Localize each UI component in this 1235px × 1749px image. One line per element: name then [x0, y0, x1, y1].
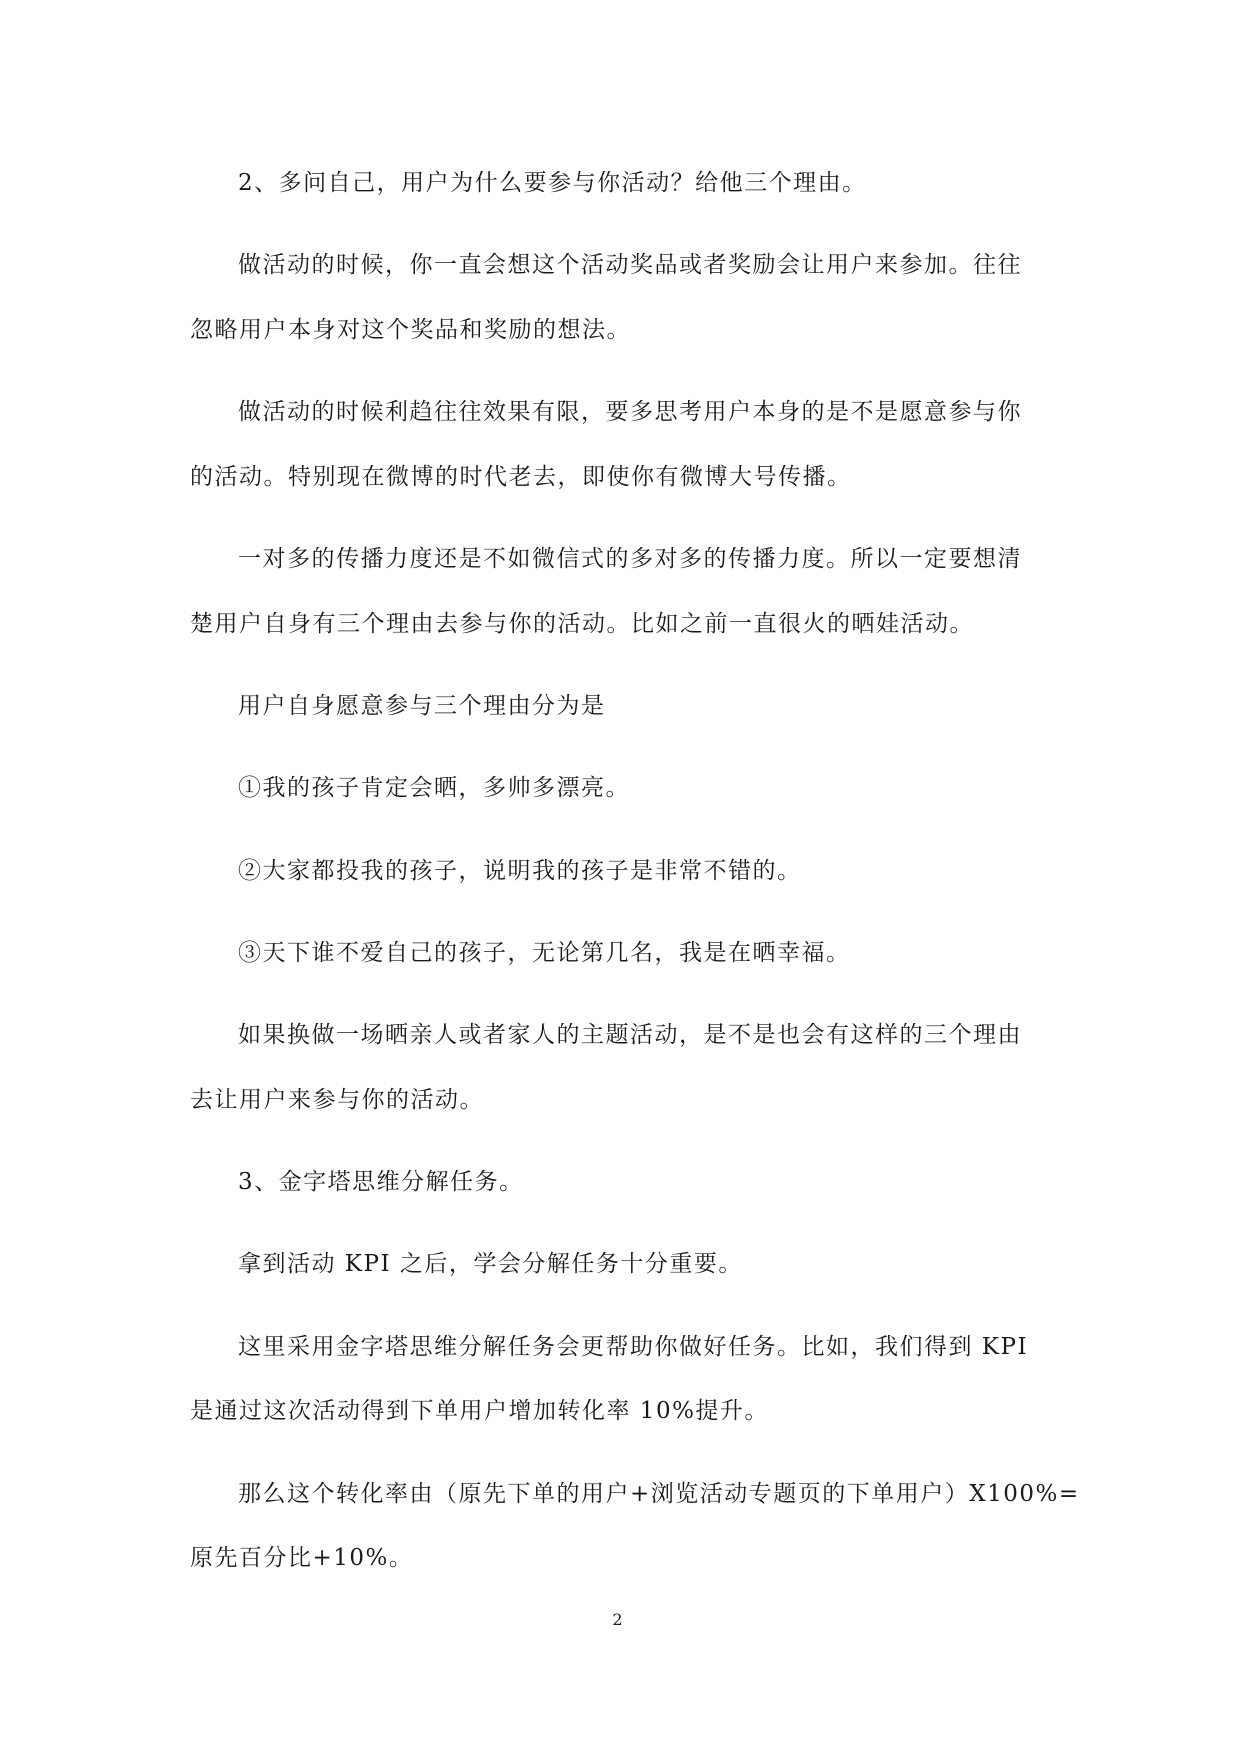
paragraph-line: 用户自身愿意参与三个理由分为是 [238, 693, 606, 719]
heading-reason: 2、多问自己，用户为什么要参与你活动？给他三个理由。 [238, 170, 867, 196]
paragraph-line: 原先百分比+10%。 [190, 1545, 414, 1571]
list-item: ③天下谁不爱自己的孩子，无论第几名，我是在晒幸福。 [238, 940, 851, 966]
heading-pyramid: 3、金字塔思维分解任务。 [238, 1169, 524, 1195]
paragraph-line: 拿到活动 KPI 之后，学会分解任务十分重要。 [238, 1251, 743, 1277]
paragraph-line: 这里采用金字塔思维分解任务会更帮助你做好任务。比如，我们得到 KPI [238, 1334, 1029, 1360]
paragraph-line: 是通过这次活动得到下单用户增加转化率 10%提升。 [190, 1398, 769, 1424]
paragraph-line: 的活动。特别现在微博的时代老去，即使你有微博大号传播。 [190, 464, 852, 490]
paragraph-line: 忽略用户本身对这个奖品和奖励的想法。 [190, 317, 631, 343]
page-number: 2 [612, 1610, 623, 1629]
paragraph-line: 做活动的时候利趋往往效果有限，要多思考用户本身的是不是愿意参与你 [238, 399, 1022, 425]
paragraph-line: 做活动的时候，你一直会想这个活动奖品或者奖励会让用户来参加。往往 [238, 252, 1022, 278]
paragraph-line: 那么这个转化率由（原先下单的用户+浏览活动专题页的下单用户）X100%= [238, 1481, 1080, 1507]
list-item: ①我的孩子肯定会晒，多帅多漂亮。 [238, 775, 630, 801]
list-item: ②大家都投我的孩子，说明我的孩子是非常不错的。 [238, 858, 802, 884]
paragraph-line: 楚用户自身有三个理由去参与你的活动。比如之前一直很火的晒娃活动。 [190, 611, 974, 637]
paragraph-line: 一对多的传播力度还是不如微信式的多对多的传播力度。所以一定要想清 [238, 546, 1022, 572]
paragraph-line: 如果换做一场晒亲人或者家人的主题活动，是不是也会有这样的三个理由 [238, 1022, 1022, 1048]
paragraph-line: 去让用户来参与你的活动。 [190, 1087, 484, 1113]
